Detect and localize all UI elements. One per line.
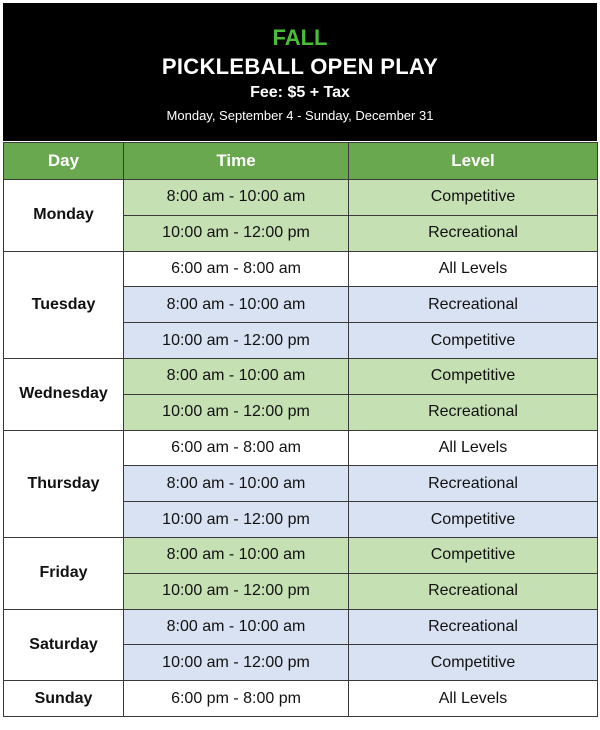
level-cell: Competitive: [349, 645, 598, 681]
level-cell: All Levels: [349, 681, 598, 717]
table-row: [4, 537, 598, 573]
day-cell: Tuesday: [4, 251, 124, 358]
time-cell: 8:00 am - 10:00 am: [124, 180, 349, 216]
level-cell: Competitive: [349, 323, 598, 359]
day-cell: Saturday: [4, 609, 124, 681]
time-cell: 10:00 am - 12:00 pm: [124, 573, 349, 609]
time-cell: 6:00 am - 8:00 am: [124, 430, 349, 466]
time-cell: 8:00 am - 10:00 am: [124, 466, 349, 502]
time-cell: 10:00 am - 12:00 pm: [124, 502, 349, 538]
table-row: [4, 358, 598, 394]
fee-label: Fee: $5 + Tax: [250, 84, 350, 101]
table-row: [4, 180, 598, 216]
column-header-day: Day: [4, 143, 124, 180]
time-cell: 10:00 am - 12:00 pm: [124, 645, 349, 681]
level-cell: Recreational: [349, 287, 598, 323]
day-cell: Thursday: [4, 430, 124, 537]
time-cell: 8:00 am - 10:00 am: [124, 287, 349, 323]
schedule-flyer: [3, 3, 597, 727]
level-cell: All Levels: [349, 251, 598, 287]
time-cell: 8:00 am - 10:00 am: [124, 537, 349, 573]
level-cell: Recreational: [349, 573, 598, 609]
level-cell: Competitive: [349, 537, 598, 573]
table-row: [4, 609, 598, 645]
day-cell: Friday: [4, 537, 124, 609]
level-cell: Recreational: [349, 215, 598, 251]
level-cell: Competitive: [349, 502, 598, 538]
time-cell: 8:00 am - 10:00 am: [124, 358, 349, 394]
day-cell: Monday: [4, 180, 124, 252]
level-cell: Competitive: [349, 358, 598, 394]
table-row: [4, 430, 598, 466]
flyer-header: [3, 3, 597, 141]
column-header-level: Level: [349, 143, 598, 180]
time-cell: 10:00 am - 12:00 pm: [124, 394, 349, 430]
day-cell: Wednesday: [4, 358, 124, 430]
page-title: PICKLEBALL OPEN PLAY: [161, 54, 439, 79]
table-row: [4, 251, 598, 287]
level-cell: Recreational: [349, 609, 598, 645]
level-cell: Recreational: [349, 466, 598, 502]
day-cell: Sunday: [4, 681, 124, 717]
time-cell: 10:00 am - 12:00 pm: [124, 323, 349, 359]
level-cell: All Levels: [349, 430, 598, 466]
schedule-body: [4, 180, 598, 717]
season-label: FALL: [272, 25, 328, 50]
time-cell: 8:00 am - 10:00 am: [124, 609, 349, 645]
table-row: [4, 681, 598, 717]
date-range: Monday, September 4 - Sunday, December 31: [166, 108, 434, 123]
level-cell: Recreational: [349, 394, 598, 430]
time-cell: 6:00 am - 8:00 am: [124, 251, 349, 287]
level-cell: Competitive: [349, 180, 598, 216]
column-header-time: Time: [124, 143, 349, 180]
schedule-table: [3, 142, 598, 717]
time-cell: 10:00 am - 12:00 pm: [124, 215, 349, 251]
table-header-row: [4, 143, 598, 180]
time-cell: 6:00 pm - 8:00 pm: [124, 681, 349, 717]
